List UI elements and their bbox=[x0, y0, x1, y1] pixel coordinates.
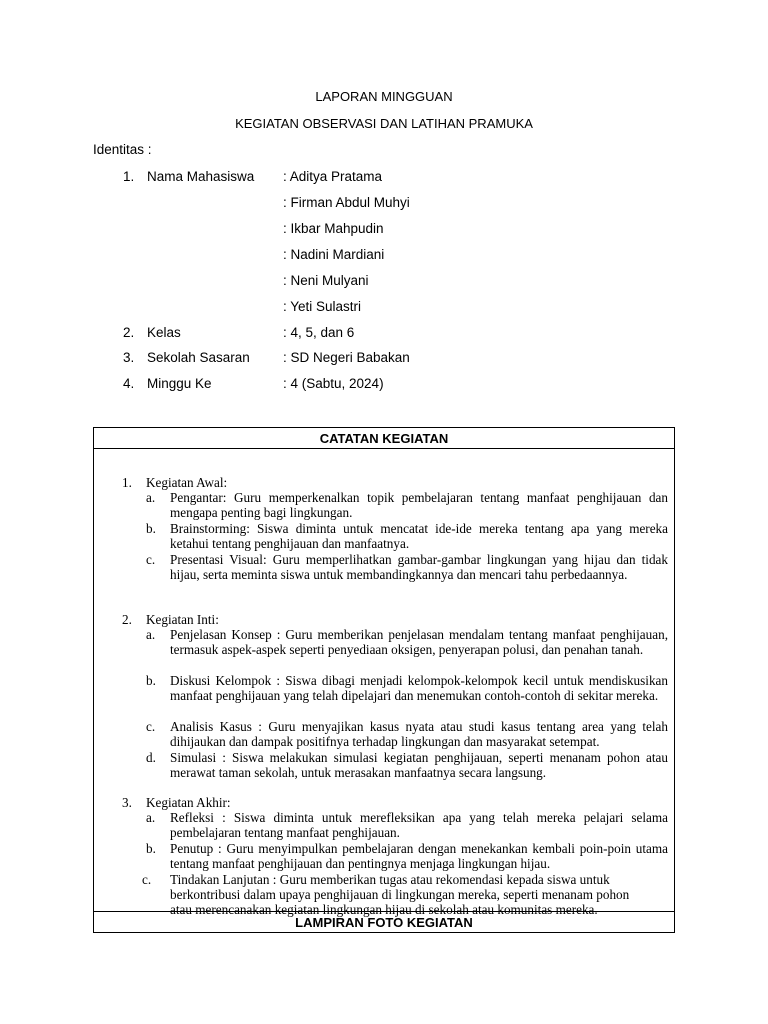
section-number: 3. bbox=[122, 795, 132, 810]
item-letter: b. bbox=[146, 841, 156, 856]
section-title-text: Kegiatan Inti: bbox=[146, 612, 219, 627]
identity-number: 1. bbox=[123, 169, 135, 184]
item-letter: c. bbox=[146, 552, 156, 567]
identity-value: : Firman Abdul Muhyi bbox=[283, 195, 410, 210]
item-text: Pengantar: Guru memperkenalkan topik pembelajaran tentang manfaat penghijauan dan mengapa penting bagi lingkungan. bbox=[170, 490, 668, 521]
identity-value: : Aditya Pratama bbox=[283, 169, 383, 184]
report-title: LAPORAN MINGGUAN bbox=[315, 89, 453, 104]
item-text: Refleksi : Siswa diminta untuk merefleksikan apa yang telah mereka pelajari selama pembelajaran tentang manfaat penghijauan. bbox=[170, 810, 668, 841]
identity-value: : SD Negeri Babakan bbox=[283, 350, 410, 365]
identity-number: 4. bbox=[123, 376, 135, 391]
activity-table bbox=[93, 427, 675, 933]
identity-label: Sekolah Sasaran bbox=[147, 350, 250, 365]
catatan-heading: CATATAN KEGIATAN bbox=[94, 428, 675, 449]
identity-value: : 4, 5, dan 6 bbox=[283, 325, 355, 340]
item-letter: b. bbox=[146, 521, 156, 536]
identity-label: Kelas bbox=[147, 325, 181, 340]
item-text: Penutup : Guru menyimpulkan pembelajaran dengan menekankan kembali poin-poin utama tentang manfaat penghijauan dan pentingnya menjaga lingkungan hijau. bbox=[170, 841, 668, 872]
identity-value: : Nadini Mardiani bbox=[283, 247, 385, 262]
identity-label: Nama Mahasiswa bbox=[147, 169, 255, 184]
item-letter: c. bbox=[142, 872, 152, 887]
identity-value: : Neni Mulyani bbox=[283, 273, 369, 288]
section-number: 1. bbox=[122, 475, 132, 490]
identity-label: Minggu Ke bbox=[147, 376, 212, 391]
section-number: 2. bbox=[122, 612, 132, 627]
item-letter: a. bbox=[146, 810, 156, 825]
item-letter: d. bbox=[146, 750, 156, 765]
list-item bbox=[146, 719, 668, 749]
item-text: Brainstorming: Siswa diminta untuk mencatat ide-ide mereka tentang apa yang mereka ketahui tentang penghijauan dan manfaatnya. bbox=[170, 521, 668, 552]
list-item bbox=[142, 872, 664, 918]
list-item bbox=[146, 750, 668, 780]
section-title-text: Kegiatan Akhir: bbox=[146, 795, 231, 810]
identity-number: 3. bbox=[123, 350, 135, 365]
list-item bbox=[146, 841, 668, 871]
item-letter: b. bbox=[146, 673, 156, 688]
item-letter: a. bbox=[146, 627, 156, 642]
identity-value: : 4 (Sabtu, 2024) bbox=[283, 376, 384, 391]
list-item bbox=[146, 552, 668, 582]
identity-number: 2. bbox=[123, 325, 135, 340]
item-letter: c. bbox=[146, 719, 156, 734]
list-item bbox=[146, 521, 668, 551]
list-item bbox=[146, 490, 668, 520]
item-text: Diskusi Kelompok : Siswa dibagi menjadi kelompok-kelompok kecil untuk mendiskusikan manfaat penghijauan yang telah dipelajari dan menemukan contoh-contoh di sekitar mereka. bbox=[170, 673, 668, 704]
item-text: Penjelasan Konsep : Guru memberikan penjelasan mendalam tentang manfaat penghijauan, termasuk aspek-aspek seperti penyediaan oksigen, penyerapan polusi, dan penahan tanah. bbox=[170, 627, 668, 658]
identity-value: : Ikbar Mahpudin bbox=[283, 221, 384, 236]
item-text: Presentasi Visual: Guru memperlihatkan gambar-gambar lingkungan yang hijau dan tidak hijau, serta meminta siswa untuk membandingkannya dan mencari tahu perbedaannya. bbox=[170, 552, 668, 583]
section-title-text: Kegiatan Awal: bbox=[146, 475, 228, 490]
item-text: Tindakan Lanjutan : Guru memberikan tugas atau rekomendasi kepada siswa untuk berkontribusi dalam upaya penghijauan di lingkungan mereka, seperti menanam pohon atau merencanakan kegiatan lingkungan hijau di sekolah atau komunitas mereka. bbox=[170, 872, 630, 918]
item-text: Analisis Kasus : Guru menyajikan kasus nyata atau studi kasus tentang area yang telah dihijaukan dan dampak positifnya terhadap lingkungan dan masyarakat setempat. bbox=[170, 719, 668, 750]
identity-value: : Yeti Sulastri bbox=[283, 299, 362, 314]
lampiran-heading: LAMPIRAN FOTO KEGIATAN bbox=[94, 912, 675, 933]
list-item bbox=[146, 810, 668, 840]
item-letter: a. bbox=[146, 490, 156, 505]
list-item bbox=[146, 673, 668, 703]
report-subtitle: KEGIATAN OBSERVASI DAN LATIHAN PRAMUKA bbox=[235, 116, 533, 131]
identitas-label: Identitas : bbox=[93, 142, 152, 157]
item-text: Simulasi : Siswa melakukan simulasi kegiatan penghijauan, seperti menanam pohon atau merawat taman sekolah, untuk merasakan manfaatnya secara langsung. bbox=[170, 750, 668, 781]
catatan-body bbox=[94, 449, 675, 918]
list-item bbox=[146, 627, 668, 657]
